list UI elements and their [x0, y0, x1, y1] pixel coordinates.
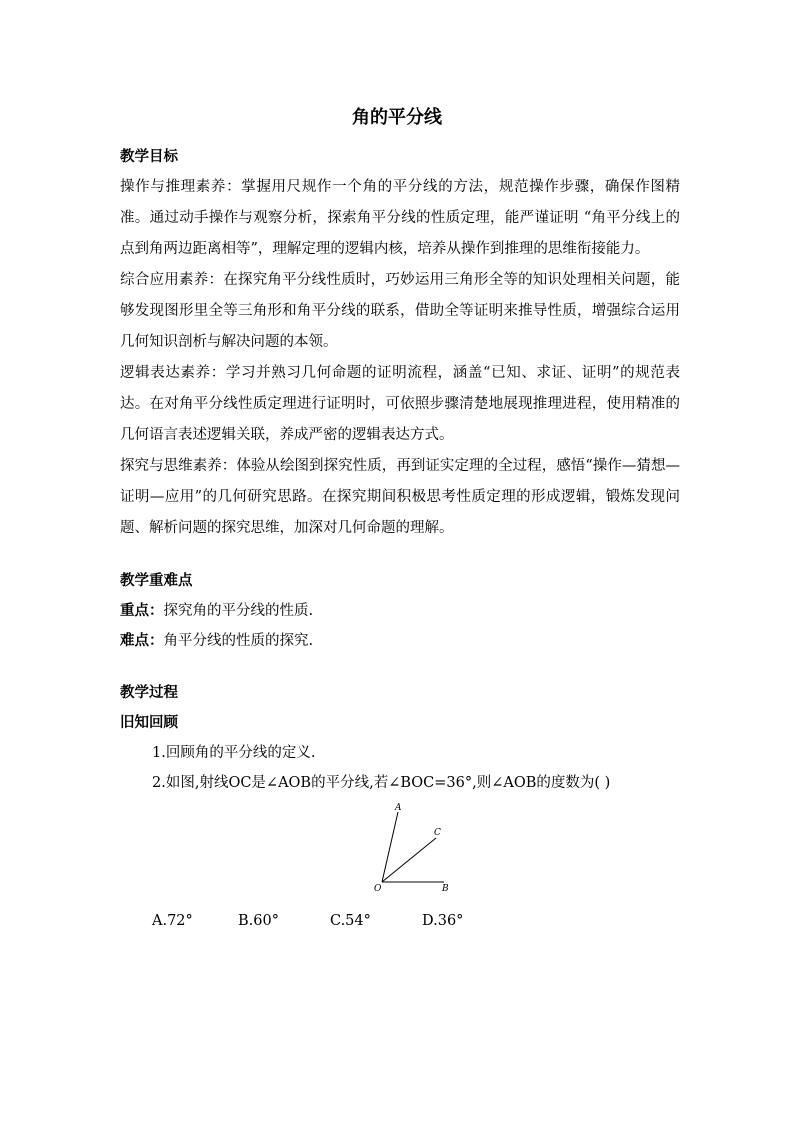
label-a: A: [395, 803, 402, 813]
objectives-heading: 教学目标: [120, 148, 178, 165]
focus-line: [120, 596, 680, 626]
answer-choices: [120, 906, 680, 936]
page-title: 角的平分线: [352, 107, 442, 128]
question-2: 2.如图,射线OC是∠AOB的平分线,若∠BOC=36°,则∠AOB的度数为( ): [152, 775, 611, 791]
difficulty-label: 难点：: [120, 632, 164, 649]
objective-paragraph: 探究与思维素养：体验从绘图到探究性质，再到证实定理的全过程，感悟“操作—猜想—证明—应用”的几何研究思路。在探究期间积极思考性质定理的形成逻辑，锻炼发现问题、解析问题的探究思维，加深对几何命题的理解。: [120, 458, 680, 536]
angle-figure: [120, 798, 680, 906]
label-b: B: [442, 884, 449, 894]
choice-b: B.60°: [238, 913, 279, 929]
choice-d: D.36°: [422, 913, 464, 929]
focus-text: 探究角的平分线的性质.: [163, 603, 314, 619]
question-1: 1.回顾角的平分线的定义.: [152, 745, 316, 761]
choice-c: C.54°: [330, 913, 371, 929]
key-points-heading: 教学重难点: [120, 572, 193, 589]
objective-paragraph: 综合应用素养：在探究角平分线性质时，巧妙运用三角形全等的知识处理相关问题，能够发现图形里全等三角形和角平分线的联系，借助全等证明来推导性质，增强综合运用几何知识剖析与解决问题的本领。: [120, 272, 680, 350]
review-heading: 旧知回顾: [120, 714, 178, 731]
document-body: [120, 142, 680, 936]
difficulty-line: [120, 626, 680, 656]
difficulty-text: 角平分线的性质的探究.: [163, 633, 314, 649]
objective-paragraph: 逻辑表达素养：学习并熟习几何命题的证明流程，涵盖“已知、求证、证明”的规范表达。在对角平分线性质定理进行证明时，可依照步骤清楚地展现推理进程，使用精准的几何语言表述逻辑关联，养成严密的逻辑表达方式。: [120, 365, 680, 443]
process-heading: 教学过程: [120, 684, 178, 701]
label-c: C: [434, 828, 441, 838]
angle-bisector-diagram: [370, 802, 460, 894]
label-o: O: [374, 884, 382, 894]
choice-a: A.72°: [152, 913, 193, 929]
objective-paragraph: 操作与推理素养：掌握用尺规作一个角的平分线的方法，规范操作步骤，确保作图精准。通过动手操作与观察分析，探索角平分线的性质定理，能严谨证明 “角平分线上的点到角两边距离相等”，理解定理的逻辑内核，培养从操作到推理的思维衔接能力。: [120, 179, 680, 257]
focus-label: 重点：: [120, 602, 164, 619]
